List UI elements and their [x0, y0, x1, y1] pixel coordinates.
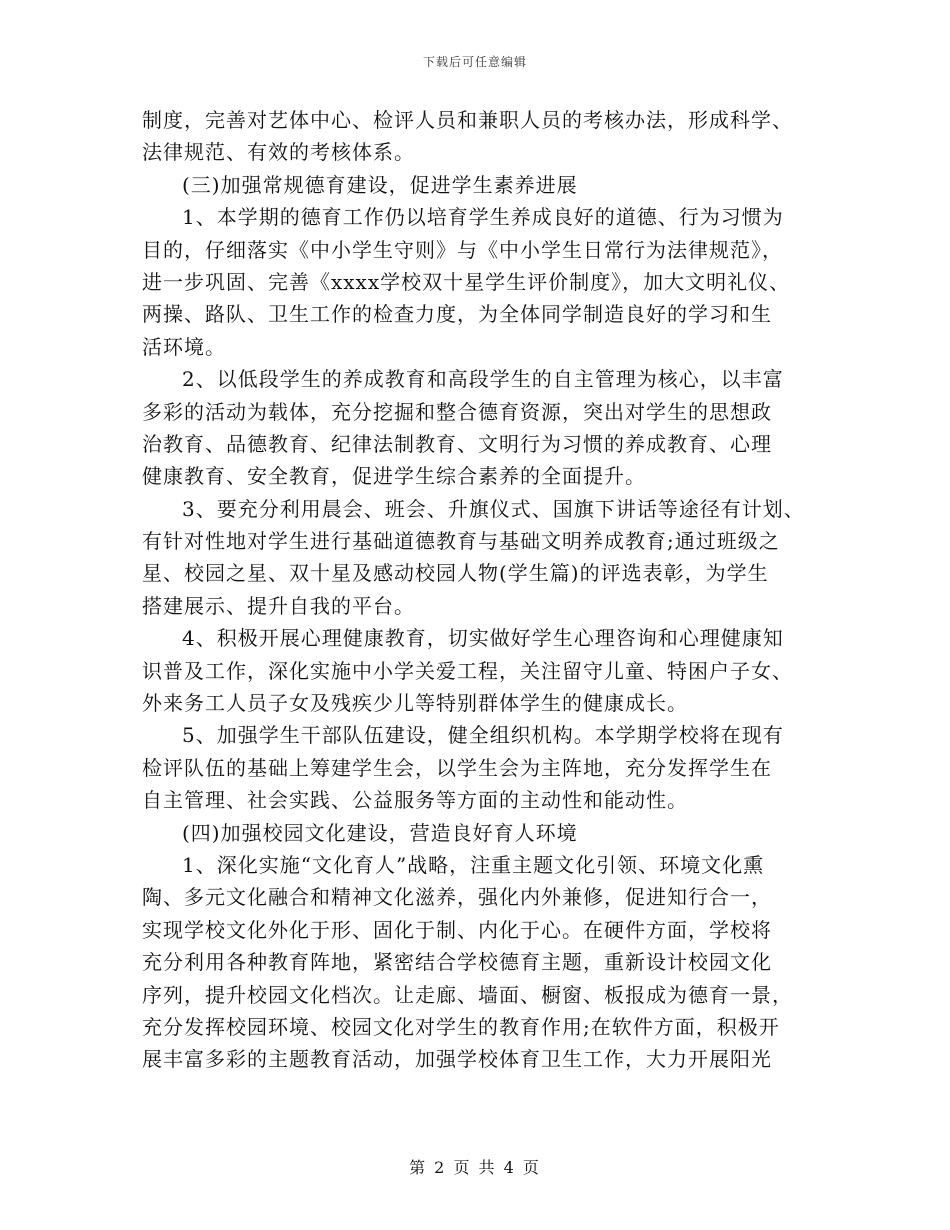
text-line: 识普及工作，深化实施中小学关爱工程，关注留守儿童、特困户子女、 [142, 658, 793, 683]
text-line: 展丰富多彩的主题教育活动，加强学校体育卫生工作，大力开展阳光 [142, 1047, 772, 1072]
text-line: 法律规范、有效的考核体系。 [142, 140, 415, 165]
text-line: 两操、路队、卫生工作的检查力度，为全体同学制造良好的学习和生 [142, 302, 772, 327]
text-line: 多彩的活动为载体，充分挖掘和整合德育资源，突出对学生的思想政 [142, 399, 772, 424]
text-line: 充分发挥校园环境、校园文化对学生的教育作用;在软件方面，积极开 [142, 1014, 780, 1039]
text-line: (三)加强常规德育建设，促进学生素养进展 [182, 172, 578, 197]
document-body [142, 104, 832, 1076]
text-line: 1、深化实施“文化育人”战略，注重主题文化引领、环境文化熏 [182, 852, 765, 877]
text-line: 充分利用各种教育阵地，紧密结合学校德育主题，重新设计校园文化 [142, 950, 772, 975]
text-line: 实现学校文化外化于形、固化于制、内化于心。在硬件方面，学校将 [142, 917, 772, 942]
text-line: 检评队伍的基础上筹建学生会，以学生会为主阵地，充分发挥学生在 [142, 755, 772, 780]
text-line: 搭建展示、提升自我的平台。 [142, 593, 415, 618]
text-line: 2、以低段学生的养成教育和高段学生的自主管理为核心，以丰富 [182, 367, 784, 392]
page-footer: 第 2 页 共 4 页 [409, 1158, 541, 1177]
text-line: 治教育、品德教育、纪律法制教育、文明行为习惯的养成教育、心理 [142, 431, 772, 456]
text-line: 星、校园之星、双十星及感动校园人物(学生篇)的评选表彰，为学生 [142, 561, 769, 586]
text-line: 有针对性地对学生进行基础道德教育与基础文明养成教育;通过班级之 [142, 529, 780, 554]
text-line: 5、加强学生干部队伍建设，健全组织机构。本学期学校将在现有 [182, 723, 784, 748]
page-header: 下载后可任意编辑 [422, 55, 527, 69]
text-line: 3、要充分利用晨会、班会、升旗仪式、国旗下讲话等途径有计划、 [182, 496, 805, 521]
text-line: 序列，提升校园文化档次。让走廊、墙面、橱窗、板报成为德育一景， [142, 982, 793, 1007]
text-line: (四)加强校园文化建设，营造良好育人环境 [182, 820, 578, 845]
text-line: 健康教育、安全教育，促进学生综合素养的全面提升。 [142, 464, 646, 489]
text-line: 进一步巩固、完善《xxxx学校双十星学生评价制度》，加大文明礼仪、 [142, 269, 791, 294]
text-line: 自主管理、社会实践、公益服务等方面的主动性和能动性。 [142, 788, 688, 813]
text-line: 1、本学期的德育工作仍以培育学生养成良好的道德、行为习惯为 [182, 205, 784, 230]
text-line: 4、积极开展心理健康教育，切实做好学生心理咨询和心理健康知 [182, 626, 784, 651]
text-line: 制度，完善对艺体中心、检评人员和兼职人员的考核办法，形成科学、 [142, 108, 793, 132]
text-line: 陶、多元文化融合和精神文化滋养，强化内外兼修，促进知行合一， [142, 885, 772, 910]
text-line: 外来务工人员子女及残疾少儿等特别群体学生的健康成长。 [142, 691, 688, 716]
text-line: 目的，仔细落实《中小学生守则》与《中小学生日常行为法律规范》， [142, 237, 783, 262]
text-line: 活环境。 [142, 334, 226, 359]
